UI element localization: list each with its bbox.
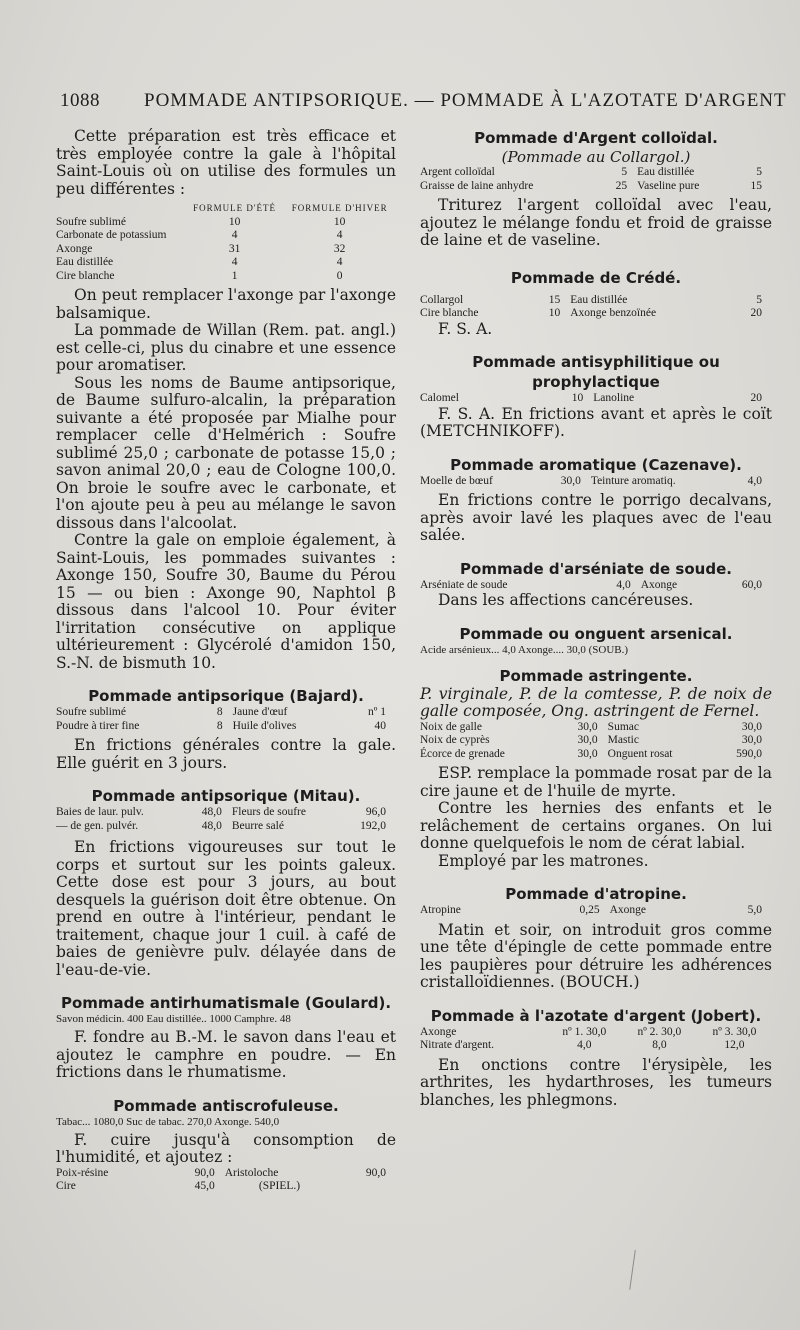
section-title: Pommade d'arséniate de soude. [460, 559, 732, 578]
column-header: FORMULE D'ÉTÉ [193, 203, 277, 213]
paragraph: En frictions générales contre la gale. Elle guérit en 3 jours. [56, 736, 396, 772]
table-row [56, 820, 396, 834]
ingredient: Cire blanche [56, 269, 115, 282]
ingredient: Beurre salé [231, 819, 284, 832]
paragraph: ESP. remplace la pommade rosat par de la cire jaune et de l'huile de myrte. [420, 764, 772, 800]
quantity: 30,0 [741, 734, 762, 746]
section-title: Pommade d'Argent colloïdal. [474, 129, 718, 147]
ingredient: Argent colloïdal [420, 166, 495, 178]
ingredient: Collargol [420, 293, 464, 306]
ingredient: Noix de galle [420, 720, 482, 733]
table-row [420, 1026, 772, 1040]
table-row [420, 180, 772, 194]
ingredient: Lanoline [593, 392, 635, 404]
paragraph: Employé par les matrones. [438, 851, 649, 870]
section-subtitle: (Pommade au Collargol.) [501, 148, 691, 166]
paragraph: F. cuire jusqu'à consomption de l'humidité, et ajoutez : [56, 1130, 396, 1166]
ingredient: Moelle de bœuf [420, 474, 493, 487]
table-row [56, 1167, 396, 1181]
quantity: 10 [333, 215, 346, 228]
ingredient: Graisse de laine anhydre [420, 179, 534, 192]
ingredient: Écorce de grenade [420, 747, 505, 760]
formula-table-syphilitique [420, 392, 772, 406]
formula-table-scrofuleuse [56, 1167, 396, 1194]
table-row [420, 166, 772, 180]
table-row [56, 256, 396, 270]
paragraph: On peut remplacer l'axonge par l'axonge balsamique. [56, 286, 396, 322]
quantity: 15 [548, 293, 561, 306]
ingredient: Soufre sublimé [56, 706, 126, 718]
page-number: 1088 [60, 90, 100, 111]
quantity: 48,0 [201, 819, 222, 832]
section-subtitle: P. virginale, P. de la comtesse, P. de noix de galle composée, Ong. astringent de Fernel. [420, 684, 772, 720]
quantity: 5 [756, 293, 762, 306]
formula-table-atropine [420, 904, 772, 918]
ingredient: Cire blanche [420, 307, 479, 319]
quantity: 5 [621, 166, 628, 178]
quantity: 1 [231, 269, 238, 282]
quantity: 8 [216, 719, 223, 732]
table-row [420, 734, 772, 748]
quantity: 4 [231, 256, 238, 268]
quantity: 30,0 [741, 720, 762, 733]
quantity: 30,0 [560, 474, 581, 487]
attribution: (SPIEL.) [258, 1180, 301, 1192]
table-row [56, 229, 396, 243]
ingredient: Calomel [420, 392, 459, 404]
table-row [420, 392, 772, 406]
section-title: Pommade aromatique (Cazenave). [450, 455, 742, 474]
ingredient: Noix de cyprès [420, 734, 490, 746]
ingredient: Poudre à tirer fine [56, 719, 140, 732]
ingredient: Atropine [420, 904, 461, 916]
quantity: nº 3. 30,0 [712, 1025, 757, 1038]
ingredient: Carbonate de potassium [56, 229, 167, 241]
paragraph: Contre la gale on emploie également, à Saint-Louis, les pommades suivantes : Axonge 150, Soufre 30, Baume du Pérou 15 — ou bien : Axonge 90, Naphtol β dissous dans l'alcool 10. Pour éviter l'irritation consécutive on applique ultérieurement : Glycérolé d'amidon 150, S.-N. de bismuth 10. [56, 531, 396, 672]
quantity: 31 [228, 242, 241, 255]
section-title: Pommade à l'azotate d'argent (Jobert). [430, 1006, 762, 1025]
ingredient: Axonge [640, 578, 678, 591]
quantity: 8 [216, 706, 223, 718]
ingredient: Arséniate de soude [420, 578, 508, 591]
ingredient: Axonge [56, 242, 93, 255]
running-header [60, 90, 787, 120]
paragraph: Dans les affections cancéreuses. [438, 591, 694, 609]
quantity: 4,0 [577, 1039, 592, 1051]
section-title: Pommade antirhumatismale (Goulard). [60, 994, 392, 1012]
ingredient: Mastic [607, 734, 639, 746]
table-row [420, 307, 772, 321]
section-title: Pommade astringente. [499, 666, 693, 685]
quantity: 8,0 [652, 1039, 667, 1051]
formula-table-mitau [56, 806, 396, 833]
formula-table-jobert [420, 1026, 772, 1053]
section-title: Pommade antisyphilitique ou prophylactique [472, 353, 720, 391]
formula-table-argent [420, 166, 772, 193]
formula-table-cazenave [420, 475, 772, 489]
quantity: 32 [333, 242, 346, 255]
quantity: 10 [548, 307, 561, 319]
ingredient: Vaseline pure [637, 179, 700, 192]
paragraph: Cette préparation est très efficace et très employée contre la gale à l'hôpital Saint-Louis où on utilise des formules un peu différentes : [56, 127, 396, 198]
table-row [56, 706, 396, 720]
paragraph: La pommade de Willan (Rem. pat. angl.) est celle-ci, plus du cinabre et une essence pour aromatiser. [56, 321, 396, 374]
ingredient: Aristoloche [224, 1166, 279, 1179]
ingredient: Soufre sublimé [56, 215, 126, 228]
table-row [56, 243, 396, 257]
paragraph: En frictions vigoureuses sur tout le corps et surtout sur les points galeux. Cette dose est pour 3 jours, au bout desquels la guérison doit être obtenue. On prend en outre à l'intérieur, pendant le traitement, chaque jour 1 cuil. à café de baies de genièvre pulv. délayée dans de l'eau-de-vie. [56, 838, 396, 979]
paragraph: En onctions contre l'érysipèle, les arthrites, les hydarthroses, les tumeurs blanches, les phlegmons. [420, 1055, 772, 1109]
table-row [420, 748, 772, 762]
pencil-mark [629, 1250, 638, 1290]
table-row [56, 270, 396, 284]
quantity: 10 [228, 215, 241, 228]
table-row [420, 904, 772, 918]
quantity: 5 [756, 166, 762, 178]
table-row [56, 720, 396, 734]
ingredient: Fleurs de soufre [231, 806, 306, 818]
right-column [420, 128, 772, 1109]
quantity: 4 [231, 229, 238, 241]
quantity: 30,0 [577, 720, 598, 733]
quantity: 5,0 [747, 904, 762, 916]
quantity: 45,0 [194, 1180, 215, 1192]
quantity: 25 [615, 179, 628, 192]
paragraph: Sous les noms de Baume antipsorique, de Baume sulfuro-alcalin, la préparation suivante a été proposée par Mialhe pour remplacer celle d'Helmérich : Soufre sublimé 25,0 ; carbonate de potasse 15,0 ; savon animal 20,0 ; eau de Cologne 100,0. On broie le soufre avec le carbonate, et l'on ajoute peu à peu au mélange le savon dissous dans l'alcoolat. [56, 373, 396, 532]
ingredient: Sumac [607, 720, 639, 733]
quantity: 20 [750, 307, 762, 319]
formula-line: Tabac... 1080,0 Suc de tabac. 270,0 Axonge. 540,0 [56, 1115, 280, 1128]
table-row [56, 806, 396, 820]
formula-table-crede [420, 294, 772, 321]
quantity: 40 [374, 719, 386, 732]
ingredient: Poix-résine [56, 1166, 109, 1179]
quantity: 0,25 [579, 904, 600, 916]
section-title: Pommade antipsorique (Mitau). [91, 787, 361, 805]
quantity: nº 2. 30,0 [637, 1025, 682, 1038]
formula-table-astringente [420, 721, 772, 762]
quantity: 30,0 [577, 747, 598, 760]
paragraph: F. fondre au B.-M. le savon dans l'eau et ajoutez le camphre en poudre. — En frictions dans le rhumatisme. [56, 1028, 396, 1081]
section-title: Pommade d'atropine. [505, 885, 687, 903]
table-row [420, 475, 772, 489]
quantity: 48,0 [201, 806, 222, 818]
paragraph: Contre les hernies des enfants et le relâchement de certains organes. On lui donne quelquefois le nom de cérat labial. [420, 799, 772, 852]
table-row [420, 721, 772, 735]
quantity: 10 [571, 392, 584, 404]
quantity: 590,0 [736, 747, 762, 760]
formula-table-saint-louis [56, 202, 396, 283]
table-row [420, 579, 772, 593]
paragraph: En frictions contre le porrigo decalvans, après avoir lavé les plaques avec de l'eau salée. [420, 491, 772, 544]
running-title: POMMADE ANTIPSORIQUE. — POMMADE À L'AZOTATE D'ARGENT [144, 90, 787, 111]
ingredient: Eau distillée [56, 256, 114, 268]
section-title: Pommade ou onguent arsenical. [459, 624, 733, 643]
table-row [420, 1039, 772, 1053]
ingredient: Huile d'olives [232, 719, 297, 732]
ingredient: Eau distillée [637, 166, 695, 178]
quantity: 60,0 [741, 578, 762, 591]
paragraph: Triturez l'argent colloïdal avec l'eau, ajoutez le mélange fondu et froid de graisse de laine et de vaseline. [420, 196, 772, 249]
ingredient: Axonge benzoïnée [570, 307, 657, 319]
quantity: 90,0 [365, 1166, 386, 1179]
section-title: Pommade antiscrofuleuse. [113, 1096, 339, 1115]
quantity: 20 [750, 392, 762, 404]
quantity: 0 [336, 269, 343, 282]
quantity: 4 [336, 229, 343, 241]
quantity: nº 1. 30,0 [562, 1025, 607, 1038]
ingredient: Eau distillée [570, 293, 628, 306]
paragraph: Matin et soir, on introduit gros comme une tête d'épingle de cette pommade entre les paupières pour détruire les adhérences cristalloïdiennes. (BOUCH.) [420, 920, 772, 991]
formula-line: Savon médicin. 400 Eau distillée.. 1000 Camphre. 48 [56, 1013, 291, 1025]
section-title: Pommade antipsorique (Bajard). [88, 687, 364, 705]
ingredient: Axonge [420, 1025, 457, 1038]
quantity: 4,0 [616, 578, 631, 591]
quantity: 192,0 [360, 819, 386, 832]
formula-table-arseniate [420, 579, 772, 593]
table-row [56, 216, 396, 230]
left-column [56, 128, 396, 1194]
paragraph: F. S. A. En frictions avant et après le coït (METCHNIKOFF). [420, 404, 772, 440]
quantity: 96,0 [365, 806, 386, 818]
ingredient: Axonge [609, 904, 647, 916]
quantity: 30,0 [577, 734, 598, 746]
table-row [420, 294, 772, 308]
ingredient: — de gen. pulvér. [56, 819, 139, 832]
ingredient: Nitrate d'argent. [420, 1039, 495, 1051]
quantity: 4,0 [747, 474, 762, 487]
ingredient: Cire [56, 1180, 76, 1192]
ingredient: Baies de laur. pulv. [56, 806, 144, 818]
column-header: FORMULE D'HIVER [291, 203, 388, 213]
section-title: Pommade de Crédé. [510, 268, 682, 287]
ingredient: Teinture aromatiq. [590, 474, 676, 487]
paragraph: F. S. A. [438, 319, 493, 338]
quantity: 15 [750, 179, 762, 192]
ingredient: Jaune d'œuf [232, 706, 288, 718]
quantity: nº 1 [368, 706, 386, 718]
table-row [56, 1180, 396, 1194]
quantity: 4 [336, 256, 343, 268]
ingredient: Onguent rosat [607, 747, 673, 760]
formula-line: Acide arsénieux... 4,0 Axonge.... 30,0 (SOUB.) [420, 643, 629, 656]
formula-table-bajard [56, 706, 396, 733]
quantity: 12,0 [724, 1039, 745, 1051]
quantity: 90,0 [194, 1166, 215, 1179]
